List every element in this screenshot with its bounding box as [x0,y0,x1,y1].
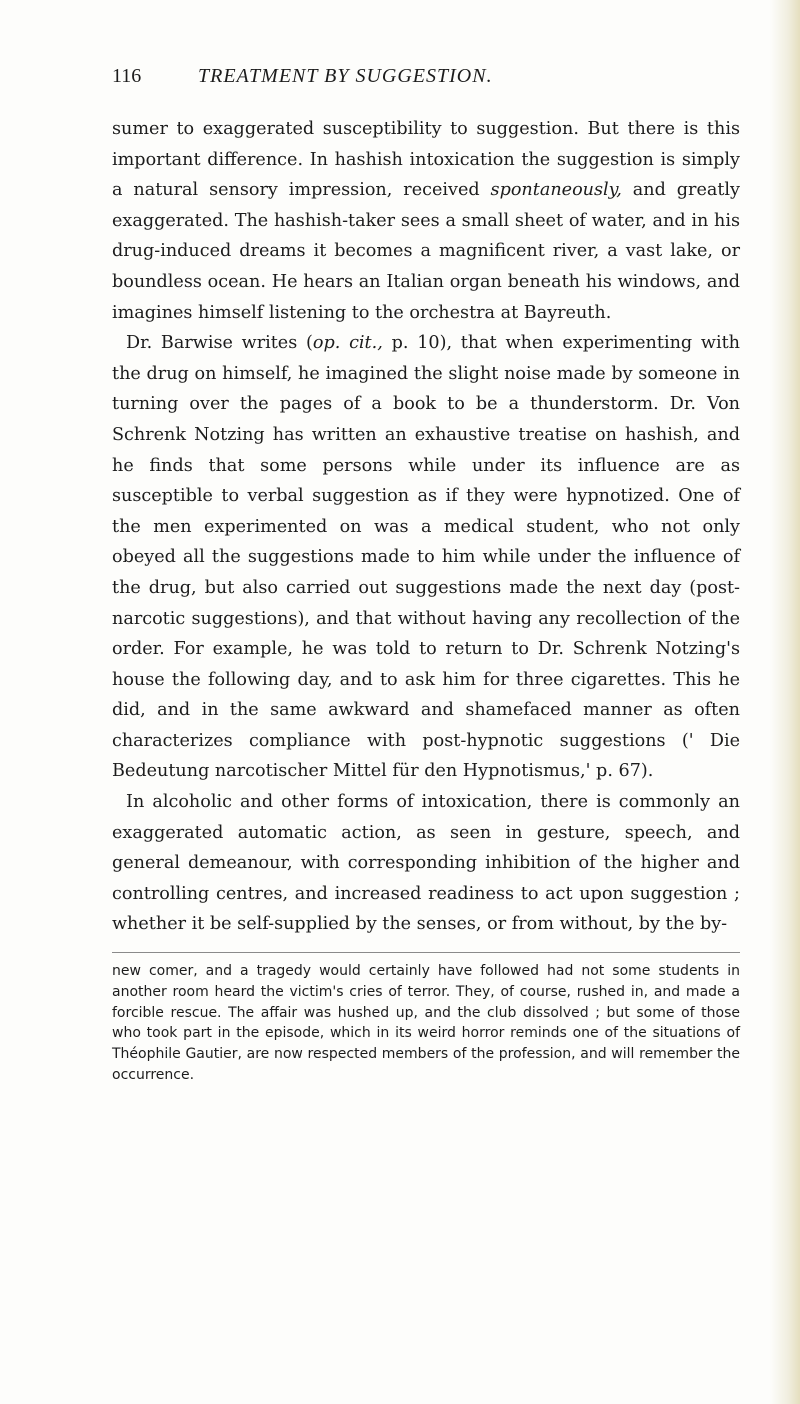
paragraph-1-text-b: and greatly exaggerated. The hashish-taker sees a small sheet of water, and in his drug-induced dreams it becomes a magnificent river, a vast lake, or boundless ocean. He hears an Italian organ beneath his windows, and imagines himself listening to the orchestra at Bayreuth. [112,180,740,323]
page-header [112,60,740,92]
page-edge-shadow [770,0,800,1404]
paragraph-2-emphasis: op. cit., [312,333,383,354]
running-head: TREATMENT BY SUGGESTION. [198,65,493,87]
footnote [112,961,740,1086]
body-text [112,114,740,940]
paragraph-2-text-a: Dr. Barwise writes ( [126,333,313,354]
paragraph-2 [112,328,740,787]
paragraph-2-text-b: p. 10), that when experimenting with the drug on himself, he imagined the slight noise made by someone in turning over the pages of a book to be a thunderstorm. Dr. Von Schrenk Notzing has written an exhaustive treatise on hashish, and he finds that some persons while under its influence are as susceptible to verbal suggestion as if they were hypnotized. One of the men experimented on was a medical student, who not only obeyed all the suggestions made to him while under the influence of the drug, but also carried out suggestions made the next day (post-narcotic suggestions), and that without having any recollection of the order. For example, he was told to return to Dr. Schrenk Notzing's house the following day, and to ask him for three cigarettes. This he did, and in the same awkward and shamefaced manner as often characterizes compliance with post-hypnotic suggestions (' Die Bedeutung narcotischer Mittel für den Hypnotismus,' p. 67). [112,333,741,782]
book-page [112,60,740,1086]
footnote-text: new comer, and a tragedy would certainly have followed had not some students in another room heard the victim's cries of terror. They, of course, rushed in, and made a forcible rescue. The affair was hushed up, and the club dissolved ; but some of those who took part in the episode, which in its weird horror reminds one of the situations of Théophile Gautier, are now respected members of the profession, and will remember the occurrence. [112,963,740,1084]
paragraph-1 [112,114,740,328]
page-number: 116 [112,65,142,87]
paragraph-1-emphasis: spontaneously, [490,180,622,201]
paragraph-1-text-a: sumer to exaggerated susceptibility to suggestion. But there is this important difference. In hashish intoxication the suggestion is simply a natural sensory impression, received [112,119,740,201]
paragraph-3: In alcoholic and other forms of intoxication, there is commonly an exaggerated automatic action, as seen in gesture, speech, and general demeanour, with corresponding inhibition of the higher and controlling centres, and increased readiness to act upon suggestion ; whether it be self-supplied by the senses, or from without, by the by- [112,792,740,935]
footnote-divider [112,952,740,953]
